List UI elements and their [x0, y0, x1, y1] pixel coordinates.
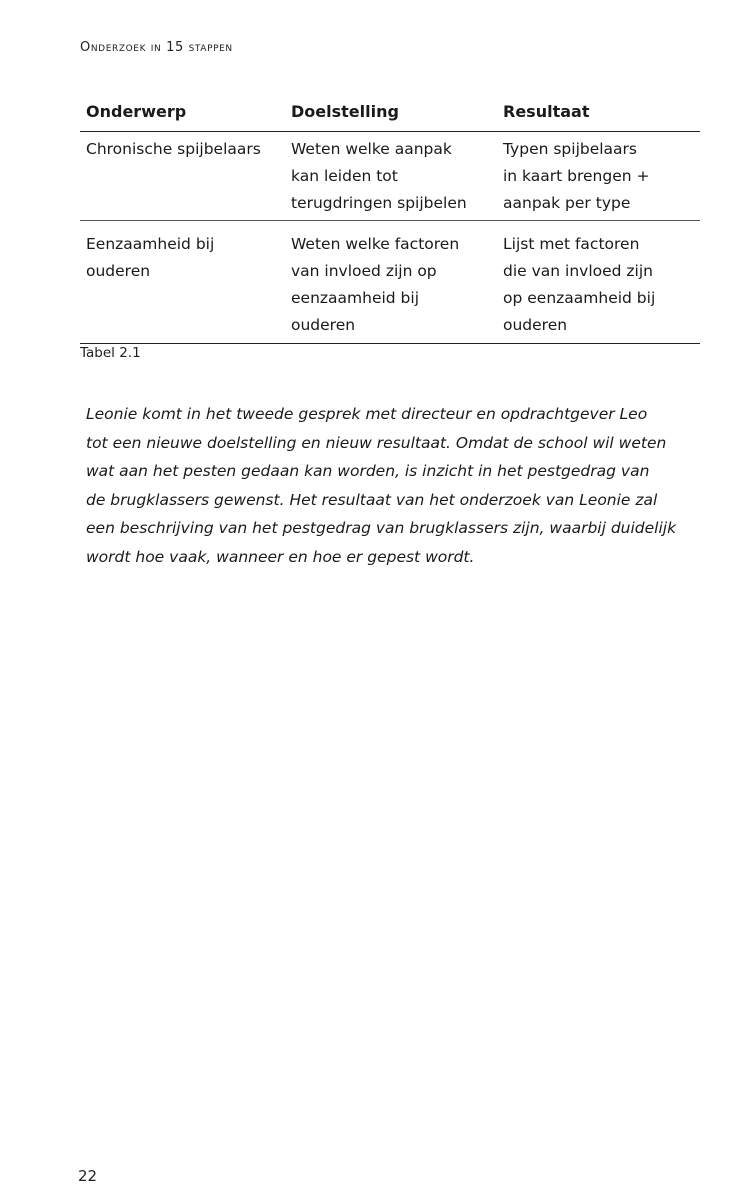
- cell-line: ouderen: [86, 262, 151, 280]
- research-table: [80, 96, 700, 344]
- cell-line: Lijst met factoren: [503, 235, 640, 253]
- cell-line: ouderen: [291, 316, 356, 334]
- paragraph-line: wordt hoe vaak, wanneer en hoe er gepest wordt.: [86, 547, 475, 566]
- cell-onderwerp: [80, 221, 285, 344]
- table-header-row: [80, 96, 700, 132]
- table-row: [80, 221, 700, 344]
- paragraph-line: de brugklassers gewenst. Het resultaat van het onderzoek van Leonie zal: [86, 490, 658, 509]
- paragraph-line: wat aan het pesten gedaan kan worden, is inzicht in het pestgedrag van: [86, 462, 650, 480]
- paragraph-line: tot een nieuwe doelstelling en nieuw resultaat. Omdat de school wil weten: [86, 433, 667, 452]
- cell-doelstelling: [285, 132, 497, 221]
- cell-line: aanpak per type: [503, 194, 631, 212]
- column-header-doelstelling: Doelstelling: [285, 96, 497, 132]
- running-header: Onderzoek in 15 stappen: [80, 40, 233, 55]
- cell-line: Typen spijbelaars: [503, 140, 638, 158]
- cell-line: Weten welke aanpak: [291, 140, 452, 158]
- body-paragraph: [86, 400, 726, 571]
- cell-resultaat: [497, 132, 700, 221]
- cell-line: ouderen: [503, 316, 568, 334]
- table-caption: Tabel 2.1: [80, 345, 141, 361]
- column-header-resultaat: Resultaat: [497, 96, 700, 132]
- cell-line: van invloed zijn op: [291, 262, 437, 280]
- cell-onderwerp: [80, 132, 285, 221]
- cell-line: Eenzaamheid bij: [86, 235, 215, 253]
- research-table-container: [80, 96, 700, 344]
- table-row: [80, 132, 700, 221]
- cell-line: in kaart brengen +: [503, 167, 650, 185]
- cell-line: die van invloed zijn: [503, 262, 653, 280]
- column-header-onderwerp: Onderwerp: [80, 96, 285, 132]
- cell-line: Chronische spijbelaars: [86, 140, 261, 158]
- cell-line: eenzaamheid bij: [291, 289, 420, 307]
- page-number: 22: [78, 1167, 98, 1185]
- cell-line: kan leiden tot: [291, 167, 398, 185]
- cell-line: op eenzaamheid bij: [503, 289, 656, 307]
- cell-doelstelling: [285, 221, 497, 344]
- cell-line: Weten welke factoren: [291, 235, 460, 253]
- cell-resultaat: [497, 221, 700, 344]
- paragraph-line: een beschrijving van het pestgedrag van brugklassers zijn, waarbij duidelijk: [86, 519, 677, 537]
- paragraph-line: Leonie komt in het tweede gesprek met directeur en opdrachtgever Leo: [86, 405, 648, 423]
- cell-line: terugdringen spijbelen: [291, 194, 467, 212]
